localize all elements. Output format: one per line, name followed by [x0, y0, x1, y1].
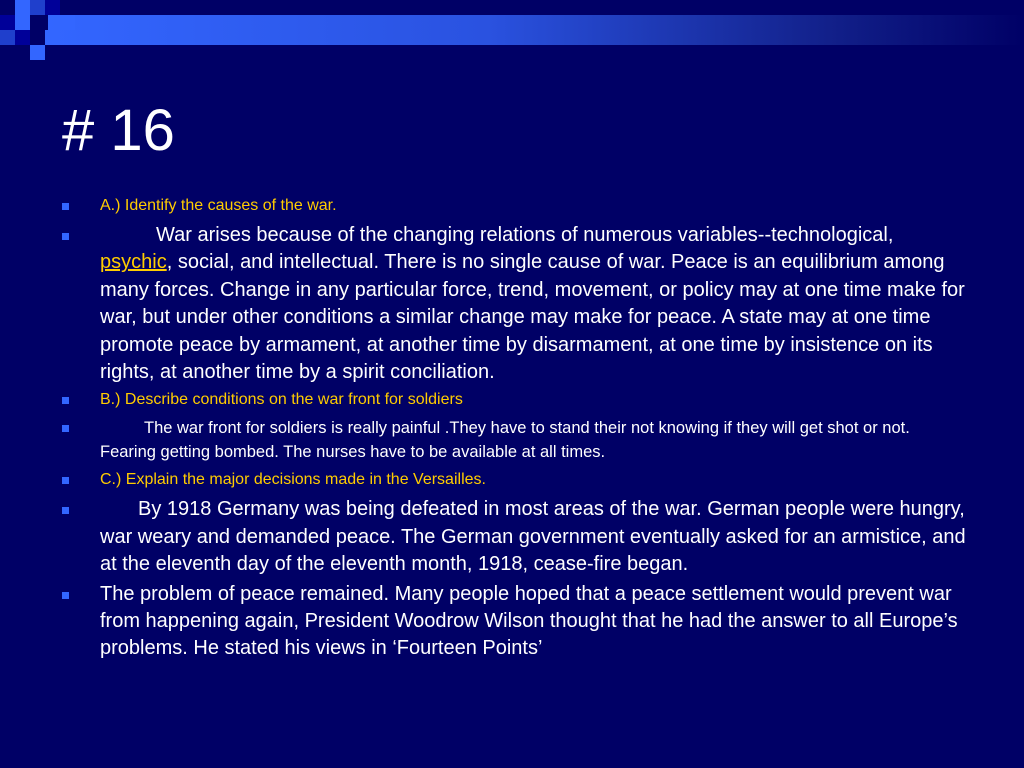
- question-a-text: A.) Identify the causes of the war.: [100, 197, 337, 214]
- bullet-answer-c: [58, 496, 970, 578]
- header-gradient-bar: [48, 15, 1024, 45]
- answer-c-text: By 1918 Germany was being defeated in most areas of the war. German people were hungry, war weary and demanded peace. The German government eventually asked for an armistice, and at the eleventh day of the eleventh month, 1918, cease-fire began.: [100, 498, 966, 576]
- question-c-text: C.) Explain the major decisions made in the Versailles.: [100, 471, 486, 489]
- bullet-answer-a: [58, 222, 970, 386]
- square-bullet-icon: [62, 233, 69, 240]
- answer-b-text: The war front for soldiers is really painful .They have to stand their not knowing if they will get shot or not. Fearing getting bombed. The nurses have to be available at all times.: [100, 419, 910, 462]
- square-bullet-icon: [62, 592, 69, 599]
- bullet-question-b: [58, 388, 970, 412]
- bullet-question-c: [58, 468, 970, 492]
- square-bullet-icon: [62, 203, 69, 210]
- bullet-answer-b: [58, 416, 970, 464]
- square-bullet-icon: [62, 397, 69, 404]
- bullet-question-a: [58, 194, 970, 218]
- bullet-answer-d: [58, 581, 970, 663]
- psychic-link[interactable]: psychic: [100, 251, 167, 274]
- square-bullet-icon: [62, 425, 69, 432]
- square-bullet-icon: [62, 507, 69, 514]
- answer-a-text-2: , social, and intellectual. There is no single cause of war. Peace is an equilibrium among many forces. Change in any particular force, trend, movement, or policy may at one time make for war, but under other conditions a similar change may make for peace. A state may at one time promote peace by armament, at another time by disarmament, at one time by insistence on its rights, at another time by a spirit conciliation.: [100, 251, 965, 384]
- slide-title: # 16: [62, 98, 175, 163]
- question-b-text: B.) Describe conditions on the war front for soldiers: [100, 391, 463, 409]
- square-bullet-icon: [62, 477, 69, 484]
- answer-d-text: The problem of peace remained. Many people hoped that a peace settlement would prevent war from happening again, President Woodrow Wilson thought that he had the answer to all Europe’s problems. He stated his views in ‘Fourteen Points’: [100, 582, 958, 660]
- answer-a-text-1: War arises because of the changing relations of numerous variables--technological,: [156, 224, 894, 246]
- bullet-list: [58, 194, 970, 665]
